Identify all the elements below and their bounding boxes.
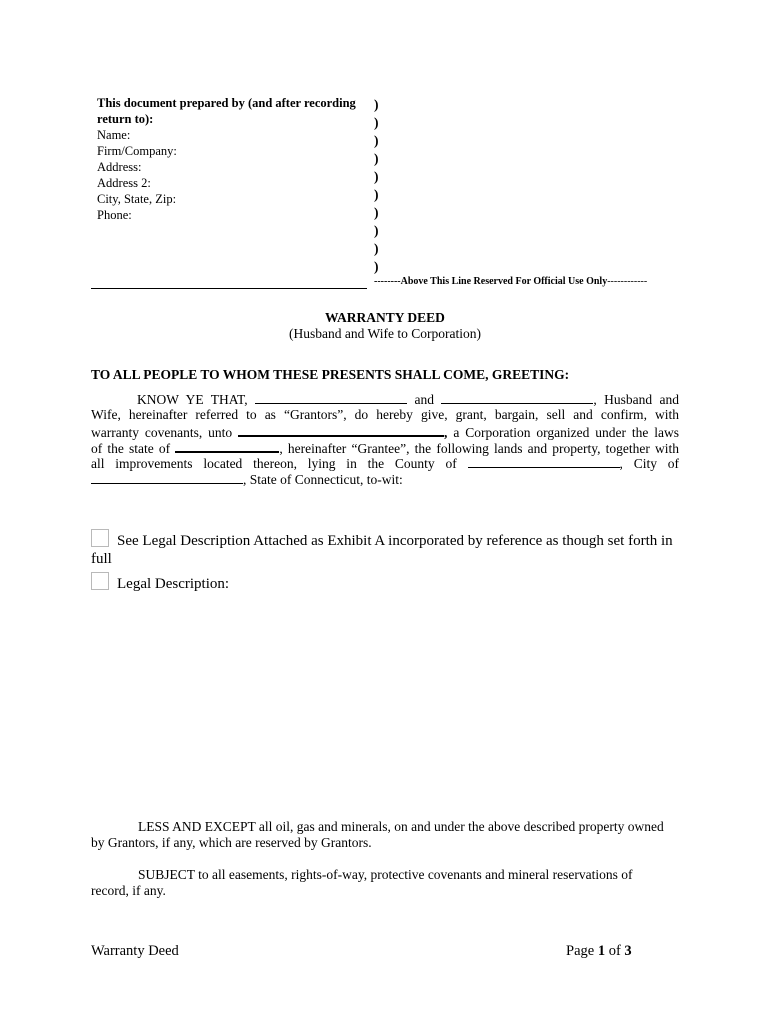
- paren: ): [374, 205, 379, 220]
- county-blank[interactable]: [468, 455, 620, 468]
- comma: ,: [444, 425, 448, 440]
- paren: ): [374, 151, 379, 166]
- grantee-name-blank[interactable]: [238, 423, 444, 437]
- conveyance-line-4: [91, 439, 679, 455]
- city-blank[interactable]: [91, 471, 243, 484]
- conveyance-line-2: Wife, hereinafter referred to as “Grantors”, do hereby give, grant, bargain, sell and confirm, with: [91, 407, 679, 422]
- paren: ): [374, 115, 379, 130]
- less-except-line-2: by Grantors, if any, which are reserved by Grantors.: [91, 835, 372, 850]
- and-text: and: [414, 392, 434, 407]
- warranty-covenants-text: warranty covenants, unto: [91, 425, 233, 440]
- page-label: Page: [566, 943, 595, 959]
- exhibit-option-text-cont: full: [91, 551, 112, 567]
- state-of-text: of the state of: [91, 441, 171, 456]
- paren: ): [374, 241, 379, 256]
- less-and-except-paragraph: [91, 819, 679, 851]
- field-address-label: Address:: [97, 160, 142, 174]
- of-label: of: [608, 943, 621, 959]
- reserved-text: Above This Line Reserved For Official Use Only: [400, 276, 608, 287]
- conveyance-line-6: [91, 471, 679, 487]
- paren: ): [374, 223, 379, 238]
- paren: ): [374, 97, 379, 112]
- footer-document-name: Warranty Deed: [91, 943, 179, 959]
- reserved-dashes: --------: [374, 276, 401, 287]
- paren: ): [374, 133, 379, 148]
- current-page: 1: [597, 943, 606, 959]
- field-city-state-zip-label: City, State, Zip:: [97, 192, 177, 206]
- conveyance-line-1: [91, 391, 679, 407]
- prepared-by-title-line2: return to):: [97, 112, 154, 126]
- legal-description-option: [91, 572, 681, 593]
- subject-line-1: SUBJECT to all easements, rights-of-way, protective covenants and mineral reservations of: [138, 867, 633, 882]
- corporation-text: a Corporation organized under the laws: [447, 425, 680, 440]
- document-title: WARRANTY DEED: [325, 310, 445, 325]
- subject-line-2: record, if any.: [91, 883, 166, 898]
- conveyance-paragraph: [91, 391, 679, 487]
- paren: ): [374, 259, 379, 274]
- field-address2-label: Address 2:: [97, 176, 151, 190]
- reserved-line-notice: [374, 276, 647, 287]
- field-name-label: Name:: [97, 128, 131, 142]
- parenthesis-column: [374, 96, 386, 276]
- conveyance-line-3: [91, 423, 679, 439]
- state-of-connecticut-text: , State of Connecticut, to-wit:: [243, 472, 403, 487]
- total-pages: 3: [624, 943, 632, 959]
- recording-divider-line: [91, 288, 367, 289]
- conveyance-line-5: [91, 455, 679, 471]
- grantee-text: , hereinafter “Grantee”, the following lands and property, together with: [279, 441, 680, 456]
- exhibit-checkbox[interactable]: [91, 529, 109, 547]
- grantor2-blank[interactable]: [441, 391, 593, 404]
- subject-to-paragraph: [91, 867, 679, 899]
- exhibit-option-text: See Legal Description Attached as Exhibit A incorporated by reference as though set forth in: [117, 533, 673, 549]
- paren: ): [374, 187, 379, 202]
- field-firm-label: Firm/Company:: [97, 144, 177, 158]
- exhibit-option: [91, 529, 681, 568]
- state-blank[interactable]: [175, 439, 279, 453]
- county-text: all improvements located thereon, lying in the County of: [91, 456, 457, 471]
- legal-description-checkbox[interactable]: [91, 572, 109, 590]
- footer-page-number: [566, 943, 632, 960]
- know-ye-text: KNOW YE THAT,: [137, 392, 248, 407]
- city-of-text: , City of: [619, 456, 680, 471]
- document-subtitle: (Husband and Wife to Corporation): [289, 326, 481, 341]
- husband-and-text: , Husband and: [593, 392, 680, 407]
- less-except-line-1: LESS AND EXCEPT all oil, gas and minerals, on and under the above described property owned: [138, 819, 664, 834]
- prepared-by-block: [97, 95, 367, 223]
- legal-description-label: Legal Description:: [117, 576, 230, 592]
- grantor1-blank[interactable]: [255, 391, 407, 404]
- prepared-by-title-line1: This document prepared by (and after recording: [97, 96, 356, 110]
- paren: ): [374, 169, 379, 184]
- reserved-trailing-dashes: ------------: [607, 276, 648, 287]
- greeting-heading: TO ALL PEOPLE TO WHOM THESE PRESENTS SHALL COME, GREETING:: [91, 367, 570, 382]
- field-phone-label: Phone:: [97, 208, 132, 222]
